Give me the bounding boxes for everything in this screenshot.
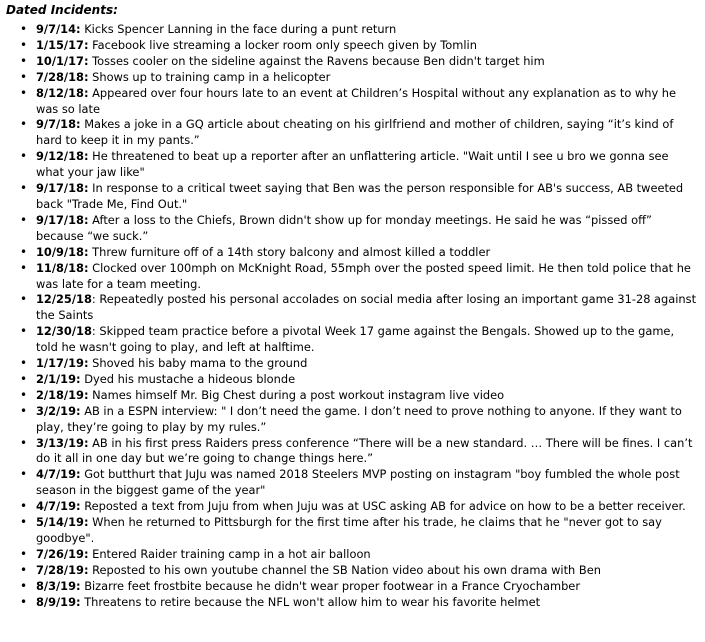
- incident-date: 7/28/19:: [36, 562, 89, 577]
- incident-item: [6, 404, 697, 436]
- incident-item: [6, 563, 697, 579]
- incident-item: [6, 356, 697, 372]
- bullet-icon: •: [20, 515, 28, 530]
- incident-item: [6, 388, 697, 404]
- incident-description: Appeared over four hours late to an event at Children’s Hospital without any explanation as to why he was so late: [36, 85, 677, 116]
- bullet-icon: •: [20, 85, 28, 100]
- bullet-icon: •: [20, 292, 28, 307]
- bullet-icon: •: [20, 22, 28, 36]
- incident-description: AB in his first press Raiders press conference “There will be a new standard. … There will be fines. I can’t do it all in one day but we’re going to change things here.”: [36, 435, 693, 466]
- incident-item: [6, 22, 697, 38]
- incident-date: 7/26/19:: [36, 546, 89, 561]
- incident-item: [6, 54, 697, 70]
- incident-date: 1/15/17:: [36, 37, 89, 52]
- incident-item: [6, 181, 697, 213]
- incident-date: 4/7/19:: [36, 499, 81, 514]
- bullet-icon: •: [20, 435, 28, 450]
- incident-item: [6, 436, 697, 468]
- bullet-icon: •: [20, 594, 28, 609]
- incident-item: [6, 261, 697, 293]
- incident-description: Threw furniture off of a 14th story balcony and almost killed a toddler: [88, 244, 491, 259]
- incident-date: 10/1/17:: [36, 53, 89, 68]
- incident-description: : Repeatedly posted his personal accolades on social media after losing an important game 31-28 against the Saints: [36, 292, 697, 323]
- incident-date: 7/28/18:: [36, 69, 89, 84]
- bullet-icon: •: [20, 562, 28, 577]
- incident-description: Names himself Mr. Big Chest during a post workout instagram live video: [88, 387, 505, 402]
- incident-item: [6, 213, 697, 245]
- bullet-icon: •: [20, 546, 28, 561]
- incident-date: 12/25/18: [36, 292, 92, 307]
- incident-description: Dyed his mustache a hideous blonde: [80, 371, 296, 386]
- incident-list: [6, 22, 697, 611]
- incident-description: Threatens to retire because the NFL won't allow him to wear his favorite helmet: [80, 594, 541, 609]
- incident-item: [6, 117, 697, 149]
- incident-description: Shows up to training camp in a helicopter: [88, 69, 331, 84]
- incident-description: Bizarre feet frostbite because he didn't wear proper footwear in a France Cryochamber: [80, 578, 581, 593]
- document-heading: Dated Incidents:: [6, 3, 118, 17]
- incident-date: 9/12/18:: [36, 149, 89, 164]
- incident-date: 8/12/18:: [36, 85, 89, 100]
- incident-date: 8/9/19:: [36, 594, 81, 609]
- incident-description: When he returned to Pittsburgh for the first time after his trade, he claims that he "never got to say goodbye".: [36, 515, 662, 545]
- bullet-icon: •: [20, 499, 28, 514]
- incident-description: Clocked over 100mph on McKnight Road, 55mph over the posted speed limit. He then told police that he was late for a team meeting.: [36, 260, 691, 291]
- incident-description: Entered Raider training camp in a hot air balloon: [88, 546, 371, 561]
- incident-item: [6, 324, 697, 356]
- incident-description: Reposted a text from Juju from when Juju was at USC asking AB for advice on how to be a better receiver.: [80, 499, 686, 514]
- incident-date: 11/8/18:: [36, 260, 89, 275]
- incident-description: In response to a critical tweet saying that Ben was the person responsible for AB's success, AB tweeted back "Trade Me, Find Out.": [36, 181, 684, 211]
- incident-date: 9/7/14:: [36, 22, 81, 36]
- bullet-icon: •: [20, 212, 28, 227]
- incident-date: 9/17/18:: [36, 212, 89, 227]
- incident-date: 12/30/18: [36, 324, 92, 339]
- bullet-icon: •: [20, 181, 28, 196]
- bullet-icon: •: [20, 244, 28, 259]
- incident-item: [6, 595, 697, 611]
- bullet-icon: •: [20, 578, 28, 593]
- incident-date: 3/13/19:: [36, 435, 89, 450]
- incident-date: 3/2/19:: [36, 403, 81, 418]
- incident-item: [6, 499, 697, 515]
- bullet-icon: •: [20, 149, 28, 164]
- bullet-icon: •: [20, 371, 28, 386]
- incident-item: [6, 38, 697, 54]
- incident-item: [6, 515, 697, 547]
- bullet-icon: •: [20, 403, 28, 418]
- incident-description: Got butthurt that JuJu was named 2018 Steelers MVP posting on instagram "boy fumbled the whole post season in the biggest game of the year": [36, 467, 680, 498]
- incident-description: Makes a joke in a GQ article about cheating on his girlfriend and mother of children, saying “it’s kind of hard to keep it in my pants.”: [36, 117, 674, 148]
- incident-date: 9/7/18:: [36, 117, 81, 132]
- incident-date: 2/1/19:: [36, 371, 81, 386]
- incident-date: 1/17/19:: [36, 356, 89, 371]
- incident-date: 9/17/18:: [36, 181, 89, 196]
- bullet-icon: •: [20, 53, 28, 68]
- incident-description: Facebook live streaming a locker room only speech given by Tomlin: [88, 37, 477, 52]
- bullet-icon: •: [20, 37, 28, 52]
- incident-item: [6, 86, 697, 118]
- incident-item: [6, 467, 697, 499]
- bullet-icon: •: [20, 356, 28, 371]
- incident-description: : Skipped team practice before a pivotal Week 17 game against the Bengals. Showed up to the game, told he wasn't going to play, and left at halftime.: [36, 324, 675, 355]
- bullet-icon: •: [20, 467, 28, 482]
- incident-item: [6, 149, 697, 181]
- incident-item: [6, 372, 697, 388]
- incident-description: Kicks Spencer Lanning in the face during a punt return: [80, 22, 397, 36]
- bullet-icon: •: [20, 69, 28, 84]
- incident-date: 10/9/18:: [36, 244, 89, 259]
- incident-date: 4/7/19:: [36, 467, 81, 482]
- bullet-icon: •: [20, 117, 28, 132]
- bullet-icon: •: [20, 387, 28, 402]
- incident-description: AB in a ESPN interview: " I don’t need the game. I don’t need to prove nothing to anyone. If they want to play, they’re going to play by my rules.”: [36, 403, 682, 434]
- incident-description: Shoved his baby mama to the ground: [88, 356, 308, 371]
- incident-date: 2/18/19:: [36, 387, 89, 402]
- incident-item: [6, 579, 697, 595]
- incident-item: [6, 70, 697, 86]
- incident-item: [6, 547, 697, 563]
- incident-date: 8/3/19:: [36, 578, 81, 593]
- incident-description: After a loss to the Chiefs, Brown didn't show up for monday meetings. He said he was “pissed off” because “we suck.”: [36, 212, 652, 243]
- incident-description: He threatened to beat up a reporter after an unflattering article. "Wait until I see u bro we gonna see what your jaw like": [36, 149, 669, 180]
- incident-item: [6, 292, 697, 324]
- incident-description: Reposted to his own youtube channel the SB Nation video about his own drama with Ben: [88, 562, 601, 577]
- bullet-icon: •: [20, 324, 28, 339]
- incident-description: Tosses cooler on the sideline against the Ravens because Ben didn't target him: [88, 53, 545, 68]
- incident-date: 5/14/19:: [36, 515, 89, 530]
- incident-item: [6, 245, 697, 261]
- bullet-icon: •: [20, 260, 28, 275]
